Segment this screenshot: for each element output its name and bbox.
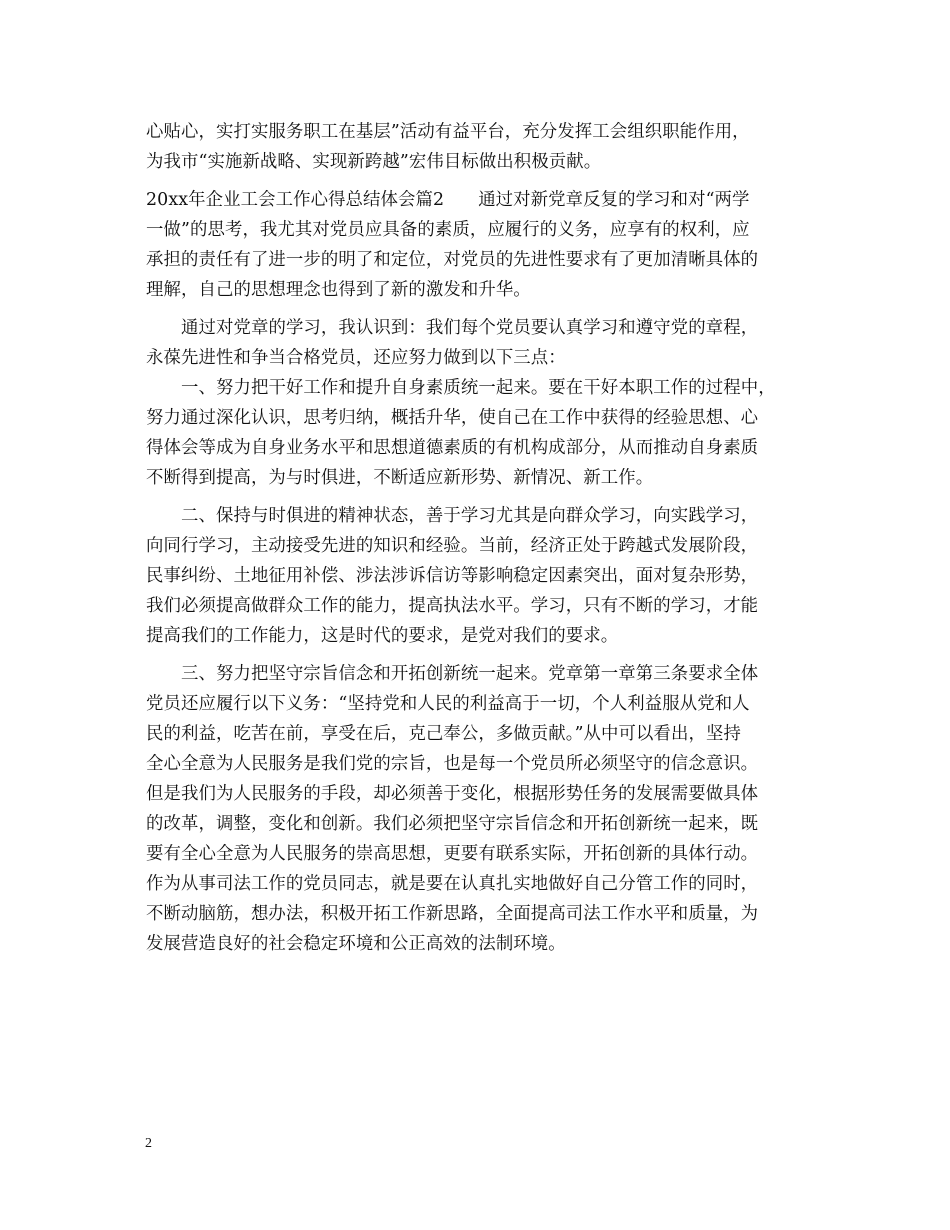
- text-line: 民事纠纷、土地征用补偿、涉法涉诉信访等影响稳定因素突出，面对复杂形势，: [146, 566, 759, 586]
- text-line: 为我市“实施新战略、实现新跨越”宏伟目标做出积极贡献。: [146, 152, 602, 172]
- text-line: 作为从事司法工作的党员同志，就是要在认真扎实地做好自己分管工作的同时，: [146, 874, 759, 894]
- text-line: 通过对党章的学习，我认识到：我们每个党员要认真学习和遵守党的章程，: [181, 318, 759, 338]
- paragraph: [146, 313, 806, 373]
- heading-continuation-text: 通过对新党章反复的学习和对“两学: [478, 190, 750, 210]
- text-line: 向同行学习，主动接受先进的知识和经验。当前，经济正处于跨越式发展阶段，: [146, 536, 759, 556]
- paragraph: [146, 659, 806, 959]
- text-line: 但是我们为人民服务的手段，却必须善于变化，根据形势任务的发展需要做具体: [146, 784, 759, 804]
- text-line: 一做”的思考，我尤其对党员应具备的素质，应履行的义务，应享有的权利，应: [146, 220, 750, 240]
- text-line: 不断得到提高，为与时俱进，不断适应新形势、新情况、新工作。: [146, 468, 654, 488]
- text-line: 的改革，调整，变化和创新。我们必须把坚守宗旨信念和开拓创新统一起来，既: [146, 814, 759, 834]
- paragraph-continuation: [146, 117, 806, 177]
- text-line: 发展营造良好的社会稳定环境和公正高效的法制环境。: [146, 934, 566, 954]
- text-line: 得体会等成为自身业务水平和思想道德素质的有机构成部分，从而推动自身素质: [146, 438, 759, 458]
- text-line: 二、保持与时俱进的精神状态，善于学习尤其是向群众学习，向实践学习，: [181, 506, 759, 526]
- text-line: 要有全心全意为人民服务的崇高思想，更要有联系实际，开拓创新的具体行动。: [146, 844, 759, 864]
- text-line: 理解，自己的思想理念也得到了新的激发和升华。: [146, 280, 531, 300]
- text-line: 我们必须提高做群众工作的能力，提高执法水平。学习，只有不断的学习，才能: [146, 596, 759, 616]
- page-number: 2: [145, 1136, 152, 1151]
- text-line: 承担的责任有了进一步的明了和定位，对党员的先进性要求有了更加清晰具体的: [146, 250, 759, 270]
- section-heading-line: [146, 185, 806, 215]
- text-line: 努力通过深化认识，思考归纳，概括升华，使自己在工作中获得的经验思想、心: [146, 408, 759, 428]
- text-line: 心贴心，实打实服务职工在基层”活动有益平台，充分发挥工会组织职能作用，: [146, 122, 750, 142]
- text-line: 不断动脑筋，想办法，积极开拓工作新思路，全面提高司法工作水平和质量，为: [146, 904, 759, 924]
- paragraph: [146, 373, 806, 493]
- text-line: 党员还应履行以下义务：“坚持党和人民的利益高于一切，个人利益服从党和人: [146, 694, 750, 714]
- text-line: 民的利益，吃苦在前，享受在后，克己奉公，多做贡献。”从中可以看出，坚持: [146, 724, 741, 744]
- text-line: 永葆先进性和争当合格党员，还应努力做到以下三点：: [146, 348, 566, 368]
- paragraph: [146, 501, 806, 651]
- text-line: 全心全意为人民服务是我们党的宗旨，也是每一个党员所必须坚守的信念意识。: [146, 754, 759, 774]
- document-body: [146, 117, 806, 959]
- text-line: 一、努力把干好工作和提升自身素质统一起来。要在干好本职工作的过程中，: [181, 378, 776, 398]
- section-heading: 20xx年企业工会工作心得总结体会篇2: [146, 190, 445, 210]
- paragraph-heading: [146, 185, 806, 305]
- text-line: 提高我们的工作能力，这是时代的要求，是党对我们的要求。: [146, 626, 619, 646]
- text-line: 三、努力把坚守宗旨信念和开拓创新统一起来。党章第一章第三条要求全体: [181, 664, 759, 684]
